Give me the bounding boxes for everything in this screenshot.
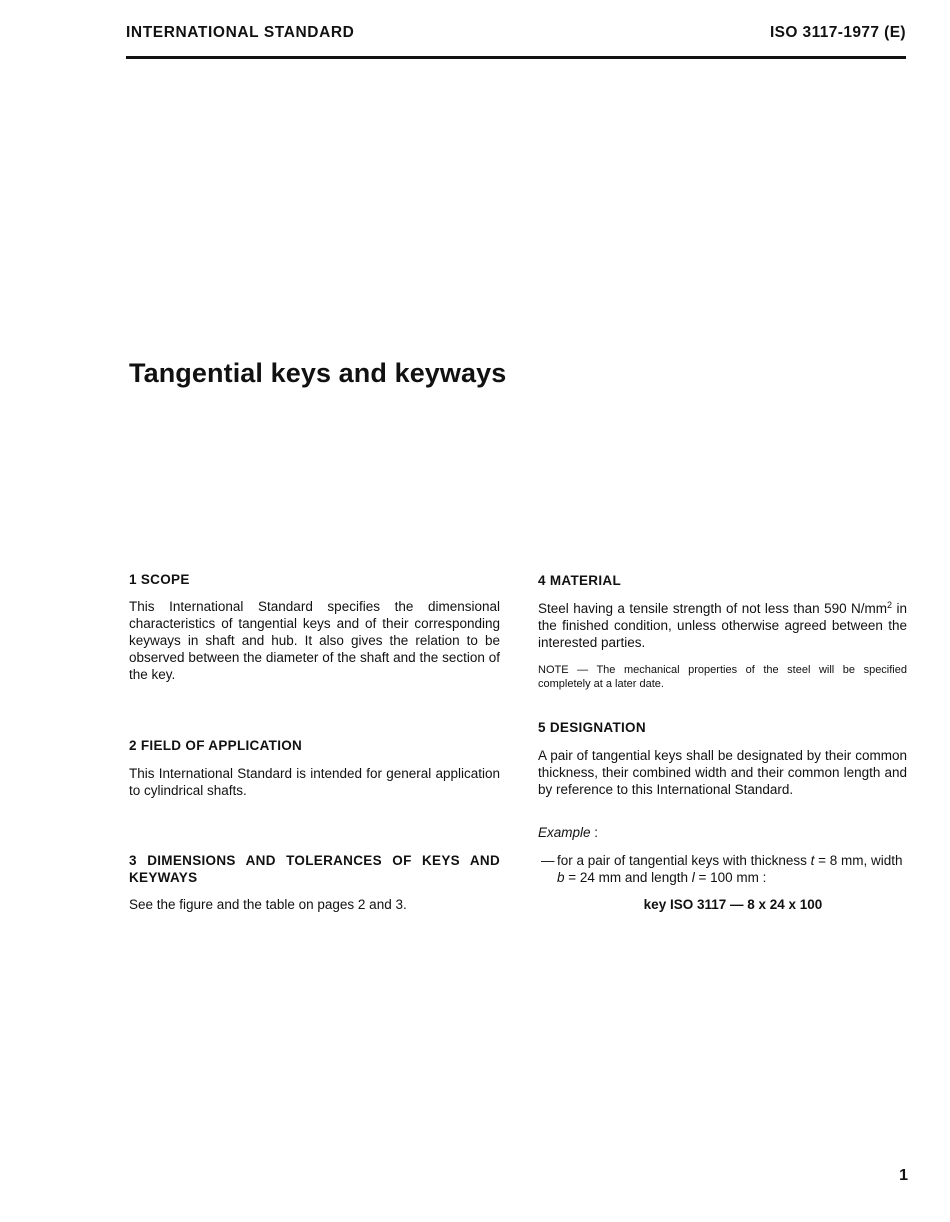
dimensions-body: See the figure and the table on pages 2 and 3. xyxy=(129,897,407,912)
scope-body: This International Standard specifies the dimensional characteristics of tangential keys and of their corresponding keyways in shaft and hub. It also gives the relation to be observed between the diameter of the shaft and the section of the key. xyxy=(129,599,500,682)
field-body: This International Standard is intended for general application to cylindrical shafts. xyxy=(129,766,500,798)
header-rule xyxy=(126,56,906,59)
dimensions-heading: 3 DIMENSIONS AND TOLERANCES OF KEYS AND KEYWAYS xyxy=(129,853,500,885)
variable-t: t xyxy=(810,853,815,868)
material-body-end: in the finished condition, unless otherwise agreed between the interested parties. xyxy=(538,601,907,650)
variable-l: l xyxy=(691,870,695,885)
example-colon: : xyxy=(590,825,599,840)
variable-b: b xyxy=(557,870,565,885)
example-item-part-d: = 100 mm : xyxy=(694,870,767,885)
designation-formula: key ISO 3117 — 8 x 24 x 100 xyxy=(643,897,823,912)
example-item-part-b: = 8 mm, width xyxy=(814,853,903,868)
material-note: NOTE — The mechanical properties of the steel will be specified completely at a later date. xyxy=(538,664,907,690)
material-body-start: Steel having a tensile strength of not less than 590 N/mm xyxy=(538,601,888,616)
page-number: 1 xyxy=(899,1167,908,1184)
header-standard-label: INTERNATIONAL STANDARD xyxy=(126,24,355,41)
scope-heading: 1 SCOPE xyxy=(129,572,190,587)
field-heading: 2 FIELD OF APPLICATION xyxy=(129,738,303,753)
example-item-part-a: for a pair of tangential keys with thickness xyxy=(557,853,811,868)
material-body xyxy=(538,600,907,651)
superscript-exponent: 2 xyxy=(887,600,893,610)
document-title: Tangential keys and keyways xyxy=(129,358,507,388)
designation-body: A pair of tangential keys shall be designated by their common thickness, their combined width and their common length and by reference to this International Standard. xyxy=(538,748,907,797)
header-standard-number: ISO 3117-1977 (E) xyxy=(769,24,906,41)
designation-heading: 5 DESIGNATION xyxy=(538,720,646,735)
list-dash: — xyxy=(541,853,555,868)
example-label: Example xyxy=(538,825,591,840)
material-heading: 4 MATERIAL xyxy=(538,573,621,588)
example-line xyxy=(538,824,907,841)
example-item xyxy=(557,852,907,886)
example-item-part-c: = 24 mm and length xyxy=(564,870,692,885)
